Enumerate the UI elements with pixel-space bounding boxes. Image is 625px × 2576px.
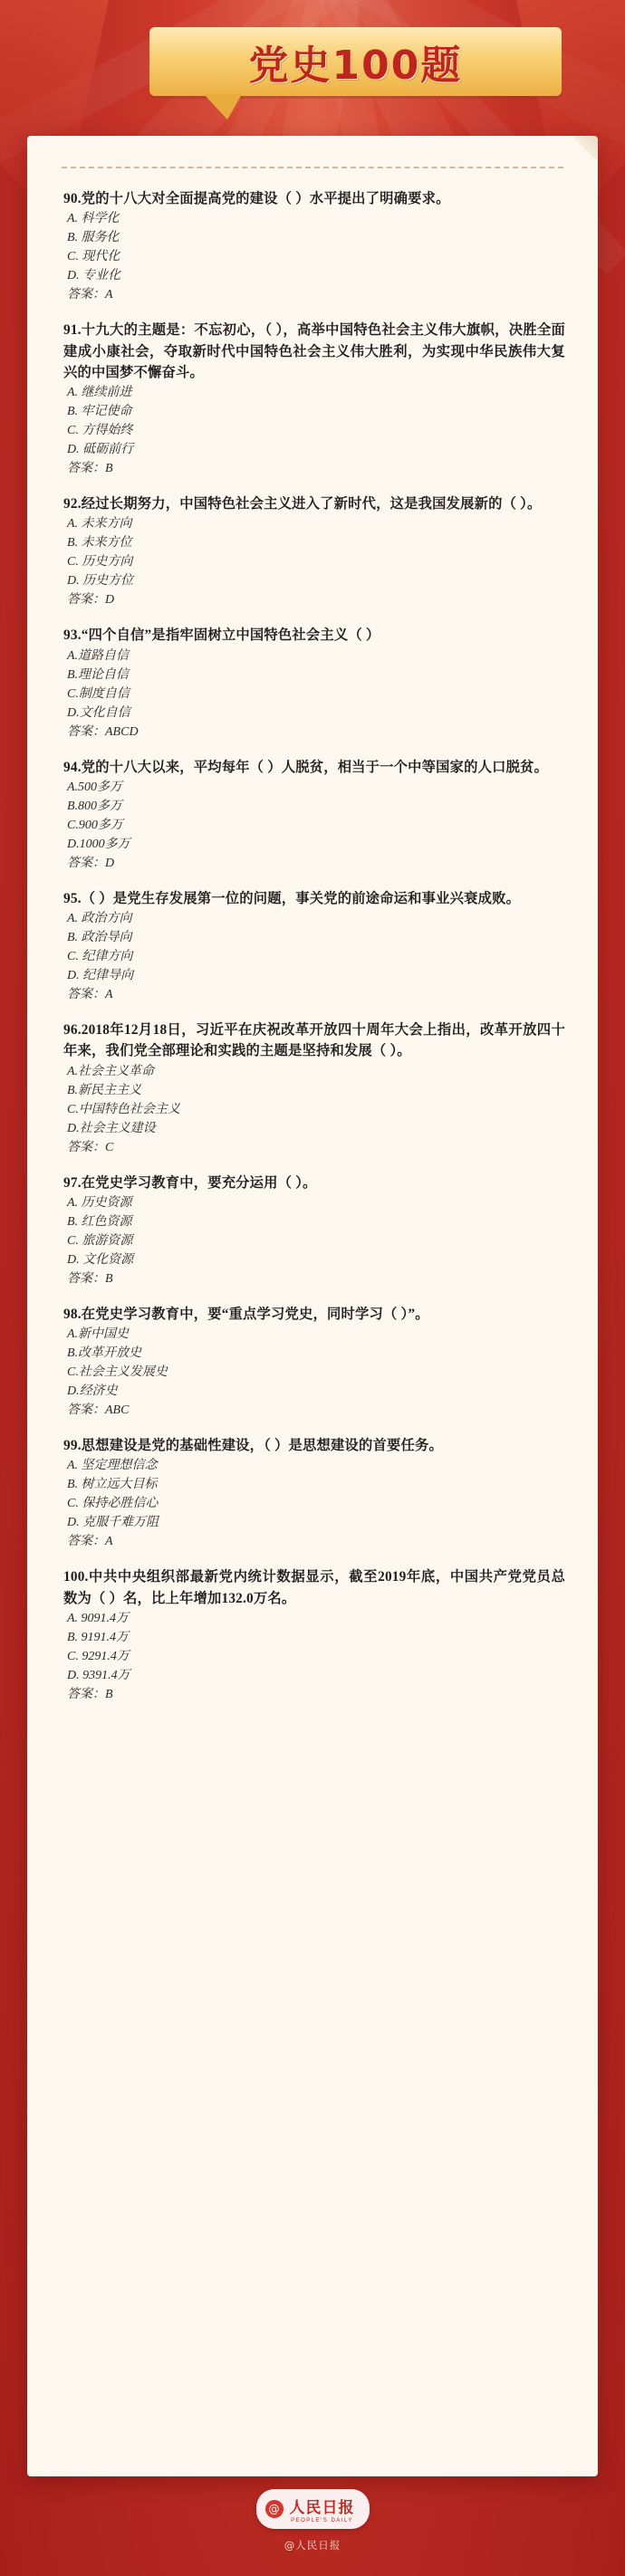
question-option: D.文化自信: [67, 705, 130, 720]
question-option: A.新中国史: [67, 1327, 130, 1341]
question-answer: 答案：B: [67, 462, 113, 475]
weibo-handle: @人民日报: [284, 2539, 341, 2552]
question-stem: 99.思想建设是党的基础性建设，（ ）是思想建设的首要任务。: [63, 1438, 444, 1453]
question-option: D. 克服千难万阻: [67, 1516, 159, 1530]
question-option: D. 9391.4万: [67, 1668, 130, 1682]
question-stem: 97.在党史学习教育中，要充分运用（ ）。: [63, 1174, 317, 1191]
question-block: [63, 1435, 565, 1551]
question-block: [63, 1020, 565, 1157]
question-option: A. 继续前进: [67, 386, 132, 399]
question-option: B. 9191.4万: [67, 1630, 130, 1644]
question-block: [63, 188, 565, 304]
brand-name: 人民日报: [289, 2499, 355, 2517]
question-option: D. 专业化: [67, 269, 121, 283]
question-block: [63, 493, 565, 609]
question-option: C. 现代化: [67, 250, 120, 264]
question-answer: 答案：ABC: [67, 1403, 130, 1417]
question-option: D. 历史方位: [67, 574, 134, 589]
question-stem: 92.经过长期努力，中国特色社会主义进入了新时代，这是我国发展新的（ ）。: [63, 496, 542, 512]
footer: [0, 2489, 625, 2552]
question-option: B. 红色资源: [67, 1214, 132, 1229]
page-title: 党史100题: [248, 43, 463, 89]
question-option: D. 砥砺前行: [67, 443, 134, 456]
question-option: D.社会主义建设: [67, 1121, 156, 1135]
question-stem: 96.2018年12月18日，习近平在庆祝改革开放四十周年大会上指出，改革开放四十年来，我们党全部理论和实践的主题是坚持和发展（ ）。: [63, 1022, 565, 1059]
question-answer: 答案：B: [67, 1687, 113, 1701]
question-block: [63, 757, 565, 873]
question-block: [63, 1304, 565, 1420]
paper-sheet: [27, 136, 598, 2476]
question-answer: 答案：A: [67, 288, 113, 302]
question-option: D. 纪律导向: [67, 969, 134, 982]
question-option: D.1000多万: [67, 837, 130, 851]
question-option: C. 方得始终: [67, 424, 133, 437]
question-option: C. 旅游资源: [67, 1233, 133, 1248]
question-option: B. 牢记使命: [67, 405, 132, 418]
question-option: A. 政治方向: [67, 912, 132, 925]
question-option: B. 树立远大目标: [67, 1478, 158, 1492]
question-answer: 答案：D: [67, 593, 115, 608]
question-stem: 94.党的十八大以来，平均每年（ ）人脱贫，相当于一个中等国家的人口脱贫。: [63, 759, 549, 775]
question-list: [63, 188, 565, 2458]
dashed-divider: [62, 167, 563, 168]
question-option: C.中国特色社会主义: [67, 1102, 180, 1116]
question-stem: 93.“四个自信”是指牢固树立中国特色社会主义（ ）: [63, 627, 380, 644]
question-option: D. 文化资源: [67, 1252, 134, 1267]
title-banner: [149, 27, 562, 96]
question-option: D.经济史: [67, 1384, 118, 1398]
title-area: [63, 27, 571, 113]
question-block: [63, 888, 565, 1004]
question-answer: 答案：ABCD: [67, 724, 139, 739]
question-block: [63, 320, 565, 478]
question-option: B.800多万: [67, 799, 123, 813]
question-option: A. 坚定理想信念: [67, 1459, 158, 1473]
question-option: C. 保持必胜信心: [67, 1497, 159, 1511]
question-answer: 答案：D: [67, 856, 115, 870]
brand-name-en: PEOPLE'S DAILY: [291, 2518, 353, 2523]
at-icon: @: [265, 2500, 284, 2518]
question-option: C.900多万: [67, 818, 123, 832]
question-option: C. 历史方向: [67, 555, 133, 570]
question-stem: 100.中共中央组织部最新党内统计数据显示，截至2019年底，中国共产党党员总数为（ ）名，比上年增加132.0万名。: [63, 1569, 565, 1606]
question-option: C.社会主义发展史: [67, 1365, 168, 1379]
question-option: C.制度自信: [67, 686, 130, 701]
question-option: B.新民主主义: [67, 1083, 142, 1097]
question-option: B. 政治导向: [67, 931, 132, 944]
question-stem: 98.在党史学习教育中，要“重点学习党史，同时学习（ ）”。: [63, 1306, 429, 1322]
question-answer: 答案：A: [67, 1535, 113, 1549]
question-option: B.改革开放史: [67, 1346, 142, 1360]
brand-logo: [256, 2489, 370, 2529]
question-stem: 90.党的十八大对全面提高党的建设（ ）水平提出了明确要求。: [63, 191, 450, 206]
question-option: C. 9291.4万: [67, 1649, 130, 1663]
question-stem: 95.（ ）是党生存发展第一位的问题，事关党的前途命运和事业兴衰成败。: [63, 890, 521, 906]
question-option: A.社会主义革命: [67, 1064, 155, 1078]
question-option: A.道路自信: [67, 648, 130, 663]
question-block: [63, 1173, 565, 1288]
question-block: [63, 625, 565, 741]
question-answer: 答案：B: [67, 1271, 113, 1286]
question-option: B. 未来方位: [67, 536, 132, 551]
question-option: B. 服务化: [67, 231, 120, 245]
question-block: [63, 1566, 565, 1704]
question-option: A. 科学化: [67, 212, 120, 226]
question-option: A.500多万: [67, 780, 123, 794]
question-stem: 91.十九大的主题是：不忘初心，（ ），高举中国特色社会主义伟大旗帜，决胜全面建成小康社会，夺取新时代中国特色社会主义伟大胜利，为实现中华民族伟大复兴的中国梦不懈奋斗。: [63, 322, 565, 380]
question-option: A. 9091.4万: [67, 1611, 130, 1625]
question-answer: 答案：A: [67, 988, 113, 1001]
question-answer: 答案：C: [67, 1140, 114, 1154]
question-option: C. 纪律方向: [67, 950, 133, 963]
question-option: A. 历史资源: [67, 1195, 132, 1210]
question-option: B.理论自信: [67, 667, 130, 682]
question-option: A. 未来方向: [67, 517, 132, 531]
